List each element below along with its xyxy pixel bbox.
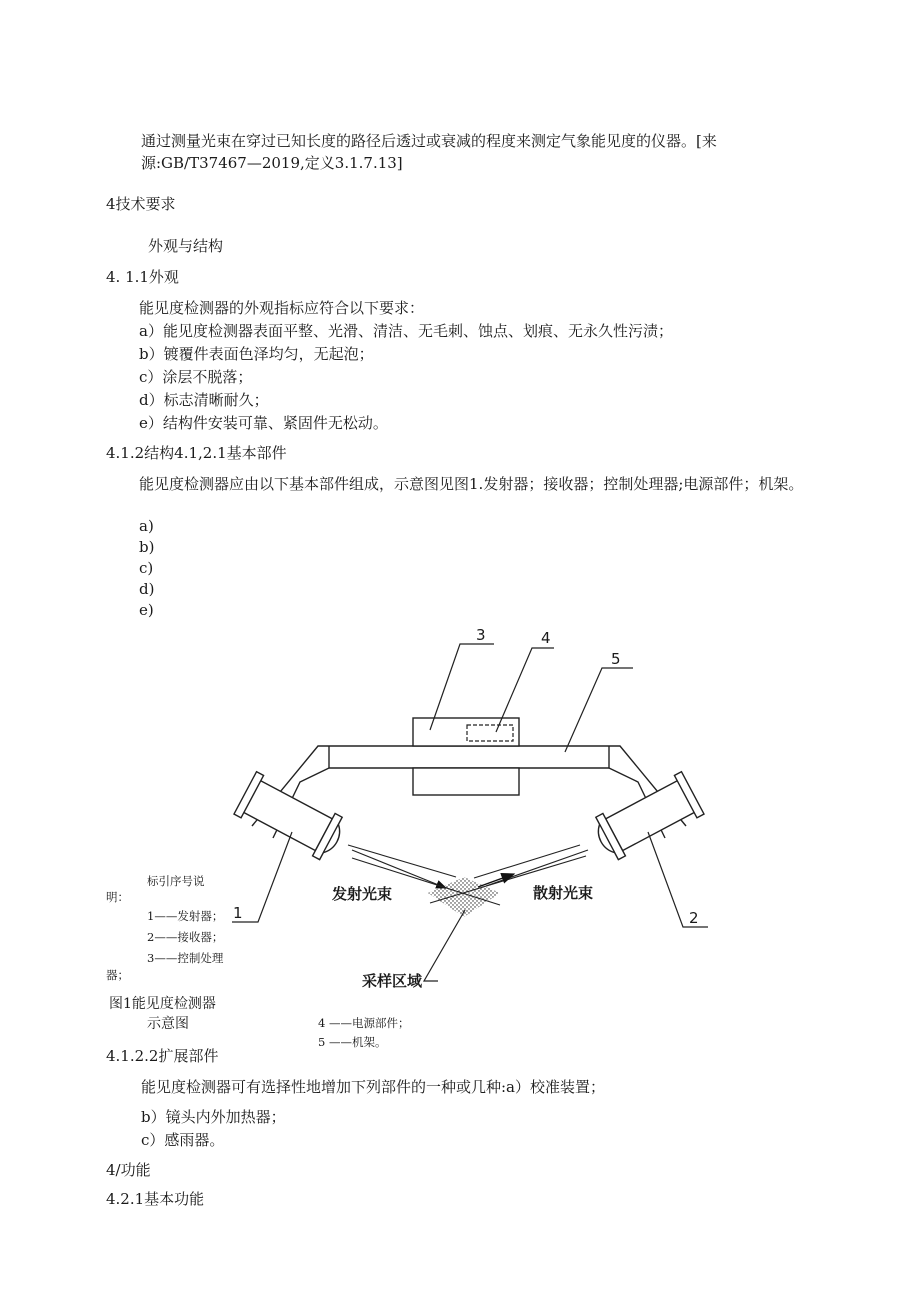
legend-title-cont: 明： [106, 890, 129, 904]
section-4-heading: 4技术要求 [106, 195, 176, 213]
legend-item-4: 4 ——电源部件； [318, 1016, 410, 1030]
definition-line-2: 源:GB/T37467—2019,定义3.1.7.13] [141, 154, 403, 172]
legend-item-2: 2——接收器； [147, 930, 224, 944]
figure-caption-line-1: 图1能见度检测器 [109, 996, 216, 1012]
callout-4: 4 [541, 629, 551, 647]
callout-1: 1 [233, 904, 243, 922]
sampling-region-label: 采样区域 [362, 972, 423, 990]
extension-item-b: b）镜头内外加热器； [141, 1108, 286, 1126]
extension-intro: 能见度检测器可有选择性地增加下列部件的一种或几种:a）校准装置； [141, 1078, 605, 1096]
appearance-intro: 能见度检测器的外观指标应符合以下要求： [139, 299, 425, 317]
appearance-item-d: d）标志清晰耐久； [139, 391, 269, 409]
callout-3: 3 [476, 626, 486, 644]
control-box-bottom [413, 768, 519, 795]
scatter-beam-label: 散射光束 [533, 884, 594, 902]
structure-marker-e: e) [139, 601, 154, 619]
definition-line-1: 通过测量光束在穿过已知长度的路径后透过或衰减的程度来测定气象能见度的仪器。[来 [141, 132, 717, 150]
section-4-2-heading: 4/功能 [106, 1161, 151, 1179]
structure-marker-b: b) [139, 538, 155, 556]
section-4-1-heading: 外观与结构 [148, 237, 224, 255]
figure-caption-line-2: 示意图 [147, 1016, 189, 1032]
callout-2: 2 [689, 909, 699, 927]
control-box-top [413, 718, 519, 746]
emit-beam-label: 发射光束 [332, 885, 393, 903]
appearance-item-a: a）能见度检测器表面平整、光滑、清洁、无毛刺、蚀点、划痕、无永久性污渍； [139, 322, 673, 340]
extension-item-c: c）感雨器。 [141, 1131, 225, 1149]
section-4-2-1-heading: 4.2.1基本功能 [106, 1190, 205, 1208]
structure-marker-a: a) [139, 517, 154, 535]
legend-item-5: 5 ——机架。 [318, 1035, 387, 1049]
appearance-item-b: b）镀覆件表面色泽均匀，无起泡； [139, 345, 374, 363]
legend-title: 标引序号说 [147, 874, 205, 888]
appearance-item-c: c）涂层不脱落； [139, 368, 253, 386]
structure-marker-d: d) [139, 580, 155, 598]
section-4-1-1-heading: 4. 1.1外观 [106, 268, 179, 286]
emitter [234, 772, 348, 863]
scatter-arrow [478, 874, 514, 887]
legend-item-3: 3——控制处理 [147, 951, 224, 965]
legend-item-3-cont: 器； [106, 968, 129, 982]
section-4-1-2-heading: 4.1.2结构4.1,2.1基本部件 [106, 444, 287, 462]
legend-item-1: 1——发射器； [147, 909, 224, 923]
section-4-1-2-2-heading: 4.1.2.2扩展部件 [106, 1047, 219, 1065]
appearance-item-e: e）结构件安装可靠、紧固件无松动。 [139, 414, 388, 432]
structure-intro: 能见度检测器应由以下基本部件组成，示意图见图1.发射器；接收器；控制处理器;电源部件；机架。 [139, 475, 804, 493]
callout-5: 5 [611, 650, 621, 668]
structure-marker-c: c) [139, 559, 154, 577]
receiver [590, 772, 704, 863]
